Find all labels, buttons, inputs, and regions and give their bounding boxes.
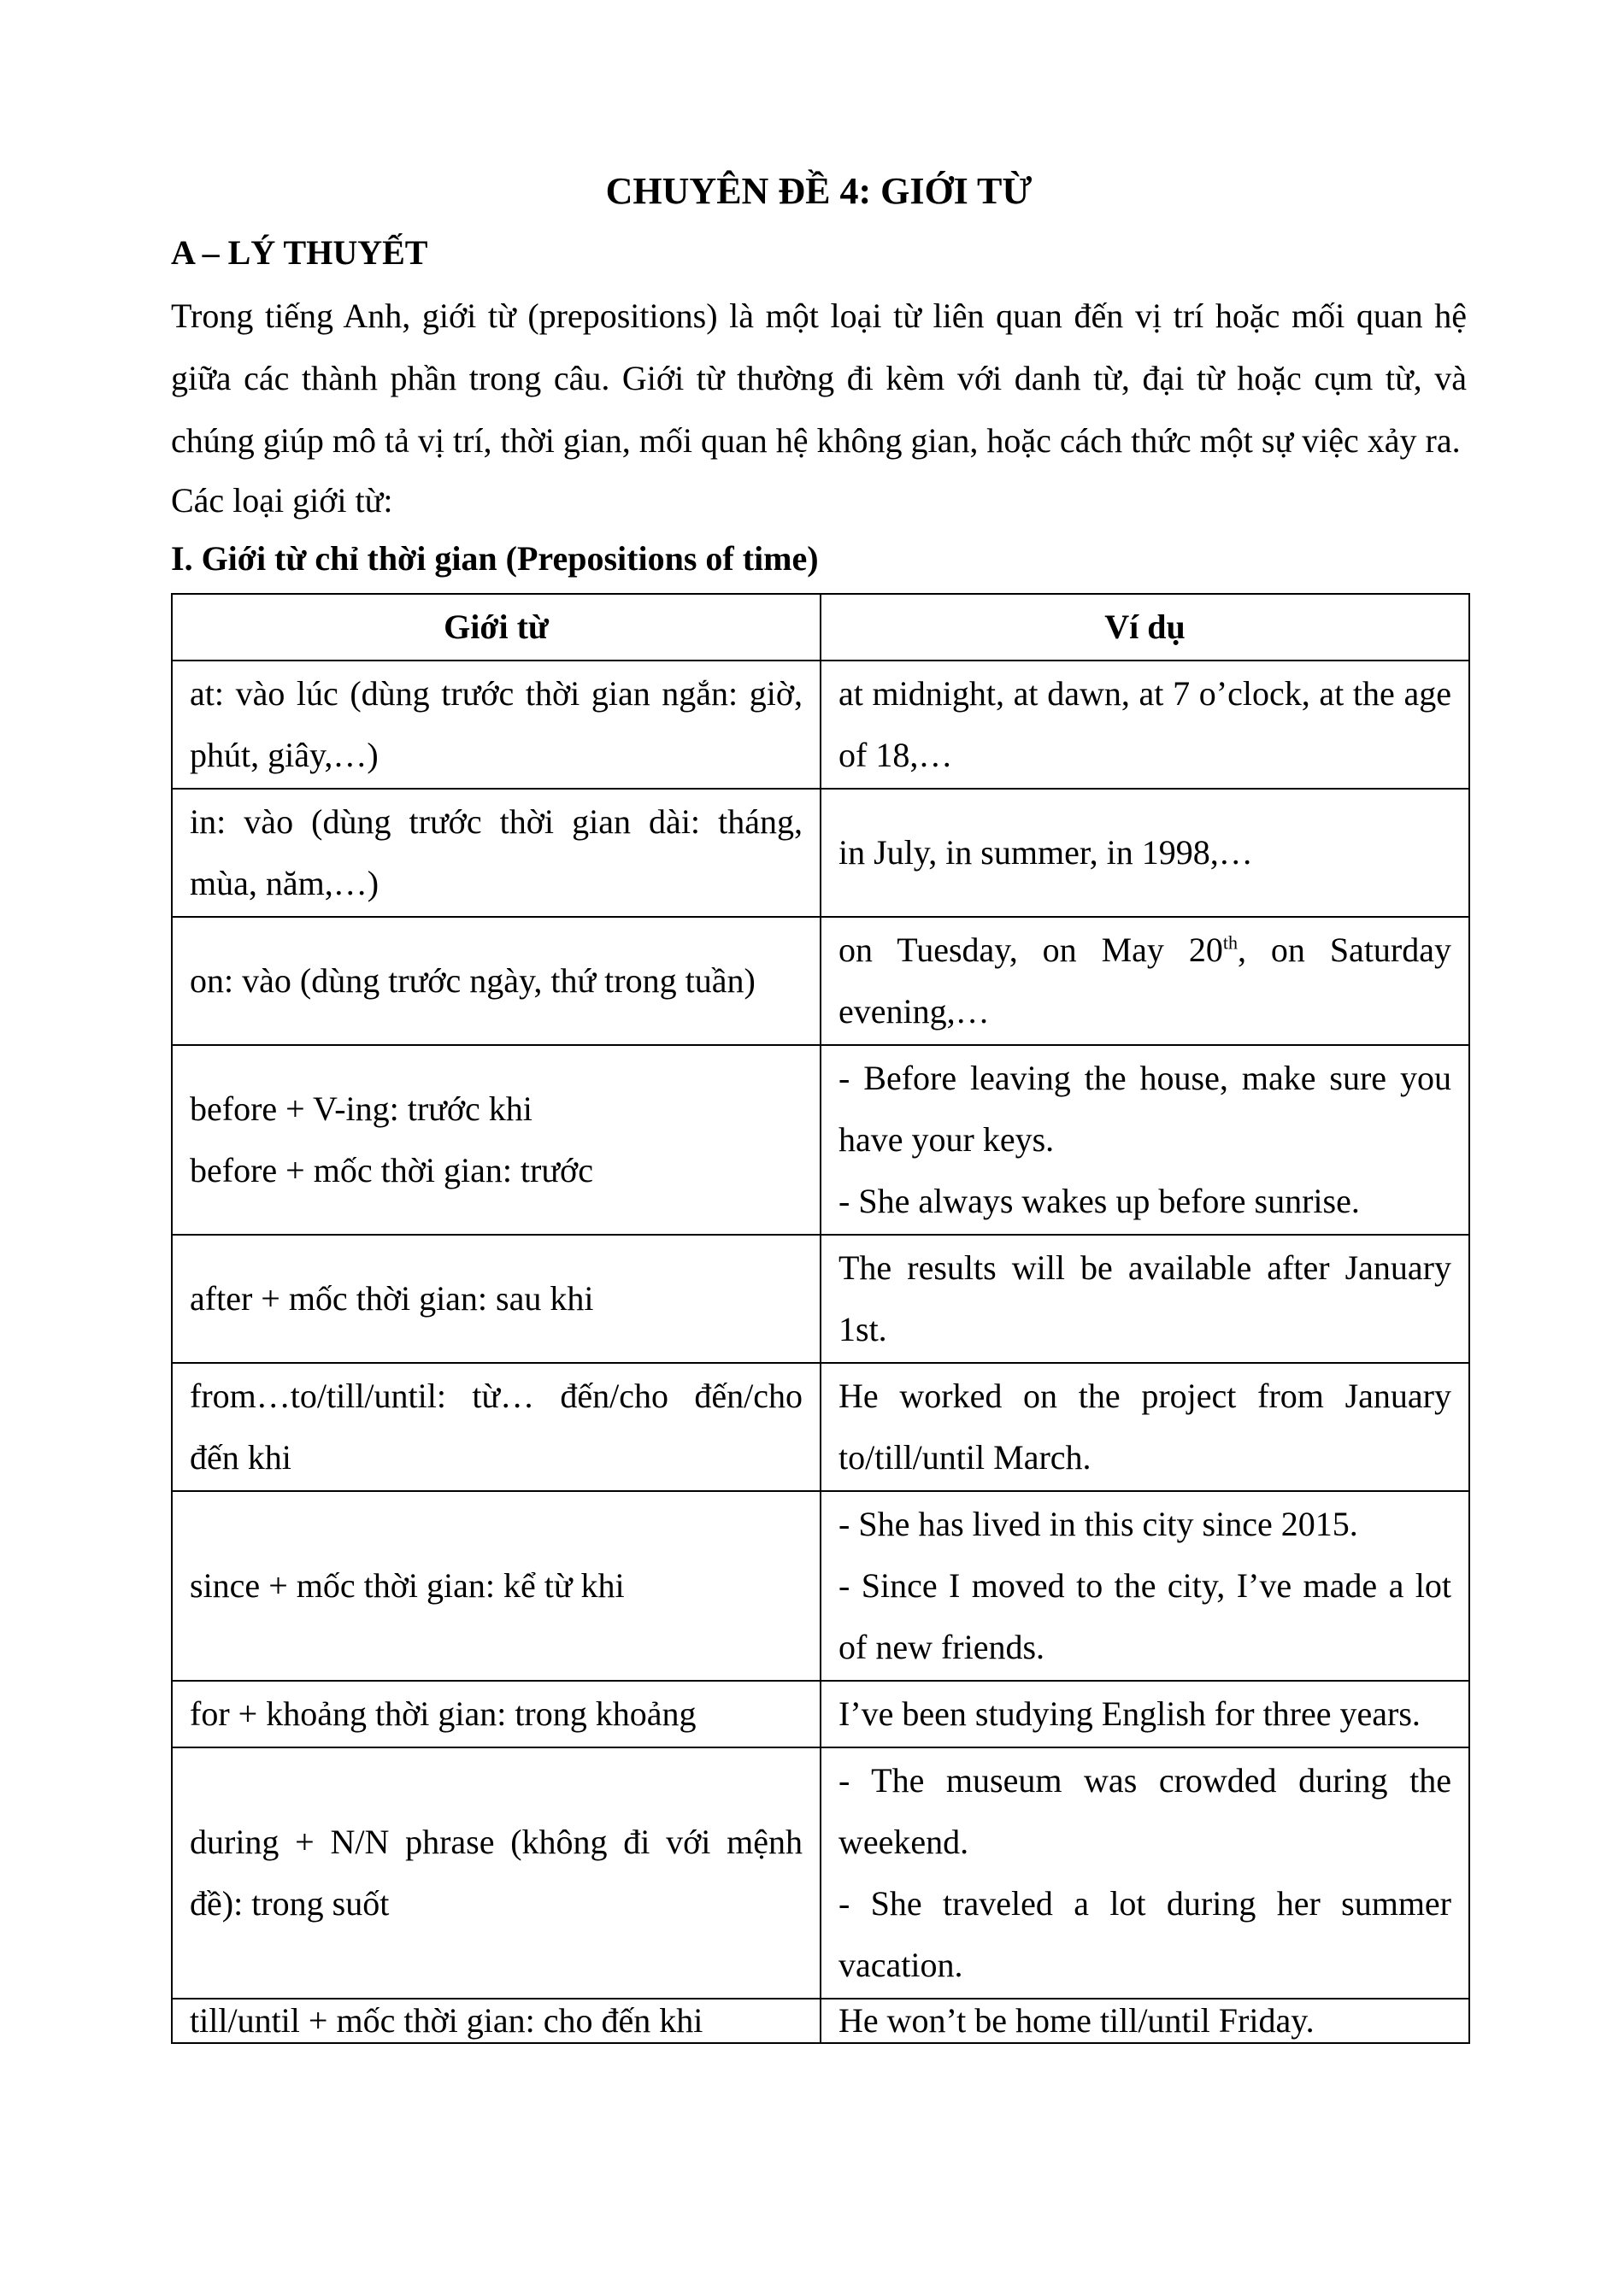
table-row [172,917,1469,1045]
document-page [171,167,1467,2044]
table-row [172,1491,1469,1681]
example-text: - She always wakes up before sunrise. [838,1182,1360,1220]
preposition-text: in: vào (dùng trước thời gian dài: tháng, mùa, năm,…) [190,802,803,902]
example-text: - The museum was crowded during the weekend. [838,1761,1451,1861]
example-text [838,919,1451,1042]
preposition-text: on: vào (dùng trước ngày, thứ trong tuần) [190,961,756,1000]
example-text: - Before leaving the house, make sure you have your keys. [838,1059,1451,1159]
example-text: in July, in summer, in 1998,… [838,833,1253,872]
preposition-text: at: vào lúc (dùng trước thời gian ngắn: giờ, phút, giây,…) [190,674,803,774]
example-cell [821,1681,1469,1747]
preposition-cell [172,1363,821,1491]
table-row [172,789,1469,917]
example-text: He worked on the project from January to/till/until March. [838,1377,1451,1477]
example-cell [821,1999,1469,2043]
preposition-text: during + N/N phrase (không đi với mệnh đề): trong suốt [190,1823,803,1923]
example-cell [821,1491,1469,1681]
preposition-text: till/until + mốc thời gian: cho đến khi [190,2001,703,2040]
preposition-cell [172,1045,821,1235]
ordinal-suffix: th [1222,931,1238,954]
preposition-text: since + mốc thời gian: kể từ khi [190,1566,625,1605]
preposition-cell [172,1681,821,1747]
preposition-cell [172,661,821,789]
column-header-preposition: Giới từ [172,594,821,661]
preposition-text: after + mốc thời gian: sau khi [190,1279,594,1318]
example-cell [821,917,1469,1045]
preposition-text: from…to/till/until: từ… đến/cho đến/cho đến khi [190,1377,803,1477]
table-row [172,1045,1469,1235]
table-row [172,1235,1469,1363]
preposition-cell [172,789,821,917]
example-text: He won’t be home till/until Friday. [838,2001,1315,2040]
column-header-example: Ví dụ [821,594,1469,661]
table-row [172,1681,1469,1747]
preposition-cell [172,917,821,1045]
example-cell [821,661,1469,789]
example-text: - Since I moved to the city, I’ve made a lot of new friends. [838,1566,1451,1666]
preposition-text: before + V-ing: trước khi [190,1089,533,1128]
table-row [172,1363,1469,1491]
preposition-cell [172,1747,821,1999]
preposition-cell [172,1999,821,2043]
table-row [172,661,1469,789]
section-a-heading: A – LÝ THUYẾT [171,233,428,272]
preposition-cell [172,1235,821,1363]
example-text: at midnight, at dawn, at 7 o’clock, at the age of 18,… [838,674,1451,774]
table-row [172,1999,1469,2043]
example-cell [821,1363,1469,1491]
example-text: I’ve been studying English for three years. [838,1694,1421,1733]
document-title: CHUYÊN ĐỀ 4: GIỚI TỪ [605,170,1033,212]
section-i-heading: I. Giới từ chỉ thời gian (Prepositions of time) [171,539,819,578]
intro-paragraph: Trong tiếng Anh, giới từ (prepositions) là một loại từ liên quan đến vị trí hoặc mối quan hệ giữa các thành phần trong câu. Giới từ thường đi kèm với danh từ, đại từ hoặc cụm từ, và chúng giúp mô tả vị trí, thời gian, mối quan hệ không gian, hoặc cách thức một sự việc xảy ra. [171,297,1467,460]
example-cell [821,1235,1469,1363]
preposition-cell [172,1491,821,1681]
example-text: - She traveled a lot during her summer vacation. [838,1884,1451,1984]
example-text: The results will be available after January 1st. [838,1248,1451,1348]
preposition-text: for + khoảng thời gian: trong khoảng [190,1694,697,1733]
table-header-row [172,594,1469,661]
example-cell [821,789,1469,917]
types-label: Các loại giới từ: [171,481,393,520]
example-text-part: on Tuesday, on May 20 [838,931,1223,969]
example-cell [821,1045,1469,1235]
example-text-part: , on Saturday evening,… [838,931,1451,1031]
preposition-text: before + mốc thời gian: trước [190,1151,593,1189]
example-cell [821,1747,1469,1999]
example-text: - She has lived in this city since 2015. [838,1505,1358,1543]
prepositions-of-time-table [171,593,1470,2044]
table-row [172,1747,1469,1999]
